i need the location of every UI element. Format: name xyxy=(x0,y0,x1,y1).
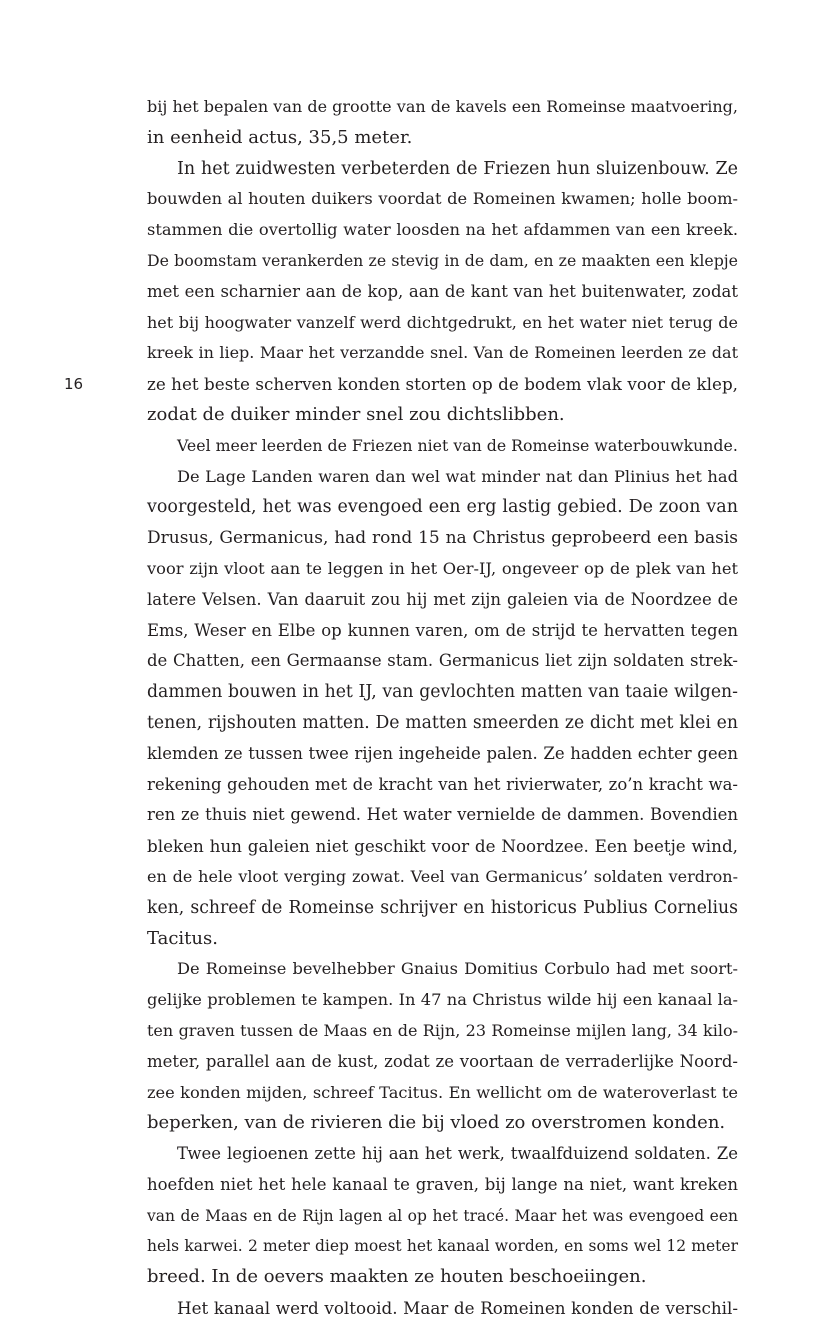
text-line: Het kanaal werd voltooid. Maar de Romeinen konden de verschil- xyxy=(177,1298,738,1319)
text-line: breed. In de oevers maakten ze houten beschoeiingen. xyxy=(147,1266,647,1288)
text-line: dammen bouwen in het IJ, van gevlochten matten van taaie wilgen- xyxy=(147,682,738,703)
paragraph xyxy=(147,92,738,154)
paragraph xyxy=(147,1293,738,1324)
body-text-column xyxy=(147,92,738,1324)
text-line: zodat de duiker minder snel zou dichtslibben. xyxy=(147,403,565,425)
text-line: beperken, van de rivieren die bij vloed zo overstromen konden. xyxy=(147,1112,726,1134)
paragraph xyxy=(147,462,738,955)
text-line: voorgesteld, het was evengoed een erg lastig gebied. De zoon van xyxy=(147,497,738,518)
paragraph xyxy=(147,1139,738,1293)
text-line: ze het beste scherven konden storten op de bodem vlak voor de klep, xyxy=(147,374,738,395)
text-line: en de hele vloot verging zowat. Veel van Germanicus’ soldaten verdron- xyxy=(147,866,738,886)
text-line: ren ze thuis niet gewend. Het water vernielde de dammen. Bovendien xyxy=(147,805,738,825)
text-line: ken, schreef de Romeinse schrijver en historicus Publius Cornelius xyxy=(147,897,738,918)
text-line: zee konden mijden, schreef Tacitus. En wellicht om de wateroverlast te xyxy=(147,1082,738,1102)
paragraph xyxy=(147,954,738,1139)
text-line: hels karwei. 2 meter diep moest het kanaal worden, en soms wel 12 meter xyxy=(147,1237,738,1256)
text-line: De Lage Landen waren dan wel wat minder nat dan Plinius het had xyxy=(177,466,738,486)
text-line: met een scharnier aan de kop, aan de kant van het buitenwater, zodat xyxy=(147,281,738,301)
text-line: Drusus, Germanicus, had rond 15 na Christus geprobeerd een basis xyxy=(147,528,738,549)
text-line: Ems, Weser en Elbe op kunnen varen, om de strijd te hervatten tegen xyxy=(147,620,738,640)
text-line: rekening gehouden met de kracht van het rivierwater, zo’n kracht wa- xyxy=(147,774,738,794)
text-line: Veel meer leerden de Friezen niet van de Romeinse waterbouwkunde. xyxy=(177,435,738,455)
text-line: tenen, rijshouten matten. De matten smeerden ze dicht met klei en xyxy=(147,712,738,733)
text-line: ten graven tussen de Maas en de Rijn, 23 Romeinse mijlen lang, 34 kilo- xyxy=(147,1020,738,1040)
paragraph xyxy=(147,431,738,462)
text-line: In het zuidwesten verbeterden de Friezen hun sluizenbouw. Ze xyxy=(177,158,738,179)
text-line: Twee legioenen zette hij aan het werk, twaalfduizend soldaten. Ze xyxy=(177,1144,738,1164)
text-line: de Chatten, een Germaanse stam. Germanicus liet zijn soldaten strek- xyxy=(147,651,738,671)
text-line: voor zijn vloot aan te leggen in het Oer-IJ, ongeveer op de plek van het xyxy=(147,558,738,578)
page-number: 16 xyxy=(64,375,84,393)
text-line: bij het bepalen van de grootte van de kavels een Romeinse maatvoering, xyxy=(147,97,738,116)
text-line: De Romeinse bevelhebber Gnaius Domitius Corbulo had met soort- xyxy=(177,959,738,979)
text-line: het bij hoogwater vanzelf werd dichtgedrukt, en het water niet terug de xyxy=(147,312,738,332)
text-line: hoefden niet het hele kanaal te graven, bij lange na niet, want kreken xyxy=(147,1174,738,1194)
text-line: latere Velsen. Van daaruit zou hij met zijn galeien via de Noordzee de xyxy=(147,589,738,609)
paragraph xyxy=(147,154,738,431)
text-line: in eenheid actus, 35,5 meter. xyxy=(147,126,413,148)
text-line: De boomstam verankerden ze stevig in de dam, en ze maakten een klepje xyxy=(147,250,738,270)
text-line: stammen die overtollig water loosden na het afdammen van een kreek. xyxy=(147,220,738,240)
text-line: gelijke problemen te kampen. In 47 na Christus wilde hij een kanaal la- xyxy=(147,990,738,1010)
text-line: van de Maas en de Rijn lagen al op het tracé. Maar het was evengoed een xyxy=(147,1206,738,1225)
text-line: meter, parallel aan de kust, zodat ze voortaan de verraderlijke Noord- xyxy=(147,1051,738,1071)
text-line: bleken hun galeien niet geschikt voor de Noordzee. Een beetje wind, xyxy=(147,836,738,857)
text-line: kreek in liep. Maar het verzandde snel. Van de Romeinen leerden ze dat xyxy=(147,343,738,363)
text-line: klemden ze tussen twee rijen ingeheide palen. Ze hadden echter geen xyxy=(147,743,738,763)
text-line: bouwden al houten duikers voordat de Romeinen kwamen; holle boom- xyxy=(147,189,738,209)
text-line: Tacitus. xyxy=(147,927,218,949)
